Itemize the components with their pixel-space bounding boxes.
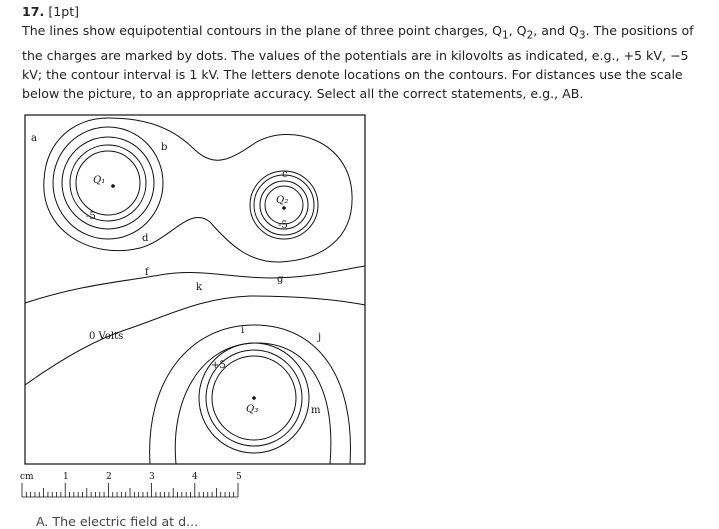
point-k: k [196,282,203,293]
potential-plus5: +5 [211,360,226,371]
scale-unit: cm [20,472,34,482]
label-q3: Q₃ [246,404,259,415]
q3-dot [252,396,256,400]
outer-negative-contour [44,118,352,262]
scale-tick-5: 5 [236,472,242,482]
scale-tick-3: 3 [149,472,155,482]
point-i: i [241,325,245,336]
q3-contours [150,325,351,464]
q1-contours [53,127,163,239]
point-d: d [142,233,149,244]
question-points: [1pt] [48,4,80,19]
scale-tick-2: 2 [106,472,112,482]
q1-dot [111,184,115,188]
question-body: . The positions of the charges are marked by dots. The values of the potentials are in kilovolts as indicated, e.g., +5 kV, −5 kV; the contour interval is 1 kV. The letters denote locations on the contours. For distances use the scale below the picture, to an appropriate accuracy. Select all the correct statements, e.g., AB. [22,23,694,101]
contour-f-k-g [25,266,365,303]
point-j: j [318,332,322,343]
question-number: 17. [22,4,45,19]
potential-zero: 0 Volts [89,331,124,342]
point-a: a [31,133,37,144]
point-m: m [311,405,321,416]
q3-subscript: 3 [578,29,586,42]
point-f: f [145,267,149,278]
q2-dot [282,206,286,210]
scale-tick-4: 4 [192,472,198,482]
point-c: c [282,169,288,180]
q-sep2: , and Q [533,23,579,38]
q1-subscript: 1 [501,29,509,42]
q2-subscript: 2 [526,29,534,42]
point-g: g [277,274,284,285]
label-q2: Q₂ [276,195,289,206]
question-line1: The lines show equipotential contours in the plane of three point charges, Q [22,23,502,38]
potential-minus5-q2: -5 [278,220,288,231]
q-sep1: , Q [508,23,527,38]
scale-bar [20,472,242,497]
point-b: b [161,142,168,153]
potential-minus5-q1: -5 [86,211,96,222]
label-q1: Q₁ [93,175,106,186]
contour-zero-volts [25,296,365,385]
cutoff-option-text: A. The electric field at d... [36,514,199,529]
scale-tick-1: 1 [63,472,69,482]
